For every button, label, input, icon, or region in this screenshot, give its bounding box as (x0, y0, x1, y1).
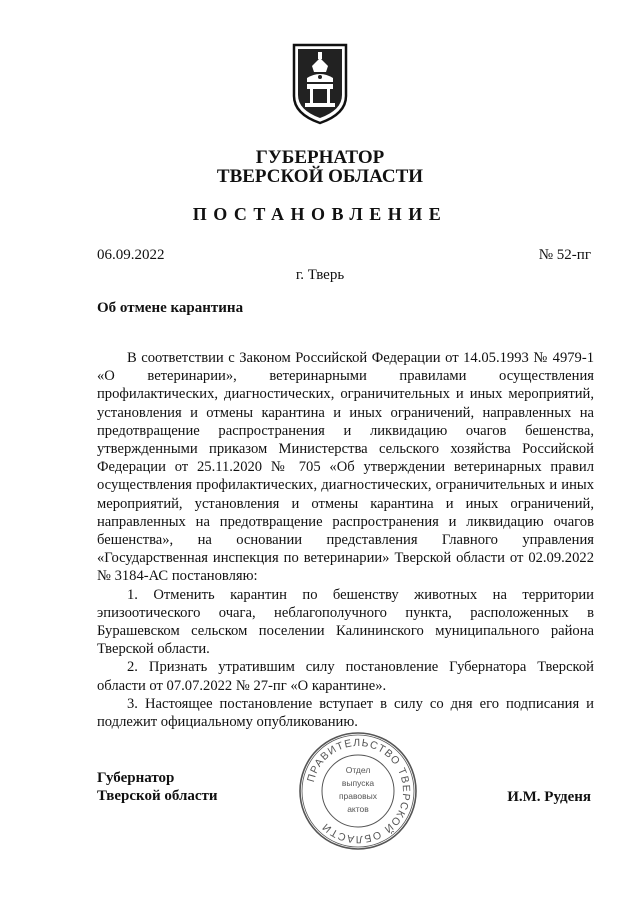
resolution-item-3: 3. Настоящее постановление вступает в силу со дня его подписания и подлежит официальному опубликованию. (97, 695, 594, 731)
document-type: ПОСТАНОВЛЕНИЕ (192, 204, 448, 224)
document-number: № 52-пг (538, 247, 591, 263)
signatory-title-line-2: Тверской области (97, 788, 218, 804)
preamble-paragraph: В соответствии с Законом Российской Федерации от 14.05.1993 № 4979-1 «О ветеринарии», ветеринарными правилами осуществления профилактических, диагностических, ограничительных и иных мероприятий, установления и отмены карантина и иных ограничений, направленных на предотвращение распространения и ликвидацию очагов бешенства, утвержденными приказом Министерства сельского хозяйства Российской Федерации от 25.11.2020 № 705 «Об утверждении ветеринарных правил осуществления профилактических, диагностических, ограничительных и иных мероприятий, установления и отмены карантина и иных ограничений, направленных на предотвращение распространения и ликвидацию очагов бешенства», на основании представления Главного управления «Государственная инспекция по ветеринарии» Тверской области от 02.09.2022 № 3184-АС постановляю: (97, 350, 594, 585)
resolution-item-2: 2. Признать утратившим силу постановление Губернатора Тверской области от 07.07.2022 № 27-пг «О карантине». (97, 659, 594, 694)
stamp-ring-text: ПРАВИТЕЛЬСТВО ТВЕРСКОЙ ОБЛАСТИ (304, 736, 413, 846)
document-subject: Об отмене карантина (97, 300, 244, 316)
document-body (97, 349, 594, 731)
stamp-center-line-3: правовых (338, 791, 378, 801)
stamp-center-line-1: Отдел (345, 765, 371, 775)
stamp-center-line-2: выпуска (341, 778, 375, 788)
document-city: г. Тверь (295, 267, 345, 283)
authority-line-2: ТВЕРСКОЙ ОБЛАСТИ (216, 166, 424, 187)
signatory-name: И.М. Руденя (507, 789, 591, 805)
authority-line-1: ГУБЕРНАТОР (255, 147, 385, 168)
stamp-center-line-4: актов (347, 804, 369, 814)
resolution-item-1: 1. Отменить карантин по бешенству животных на территории эпизоотического очага, неблагополучного пункта, расположенных в Бурашевском сельском поселении Калининского муниципального района Тверской области. (97, 586, 594, 658)
document-date: 06.09.2022 (97, 247, 165, 263)
tver-coat-of-arms-icon (291, 42, 349, 126)
signatory-title-line-1: Губернатор (97, 770, 175, 786)
official-stamp (297, 730, 419, 852)
